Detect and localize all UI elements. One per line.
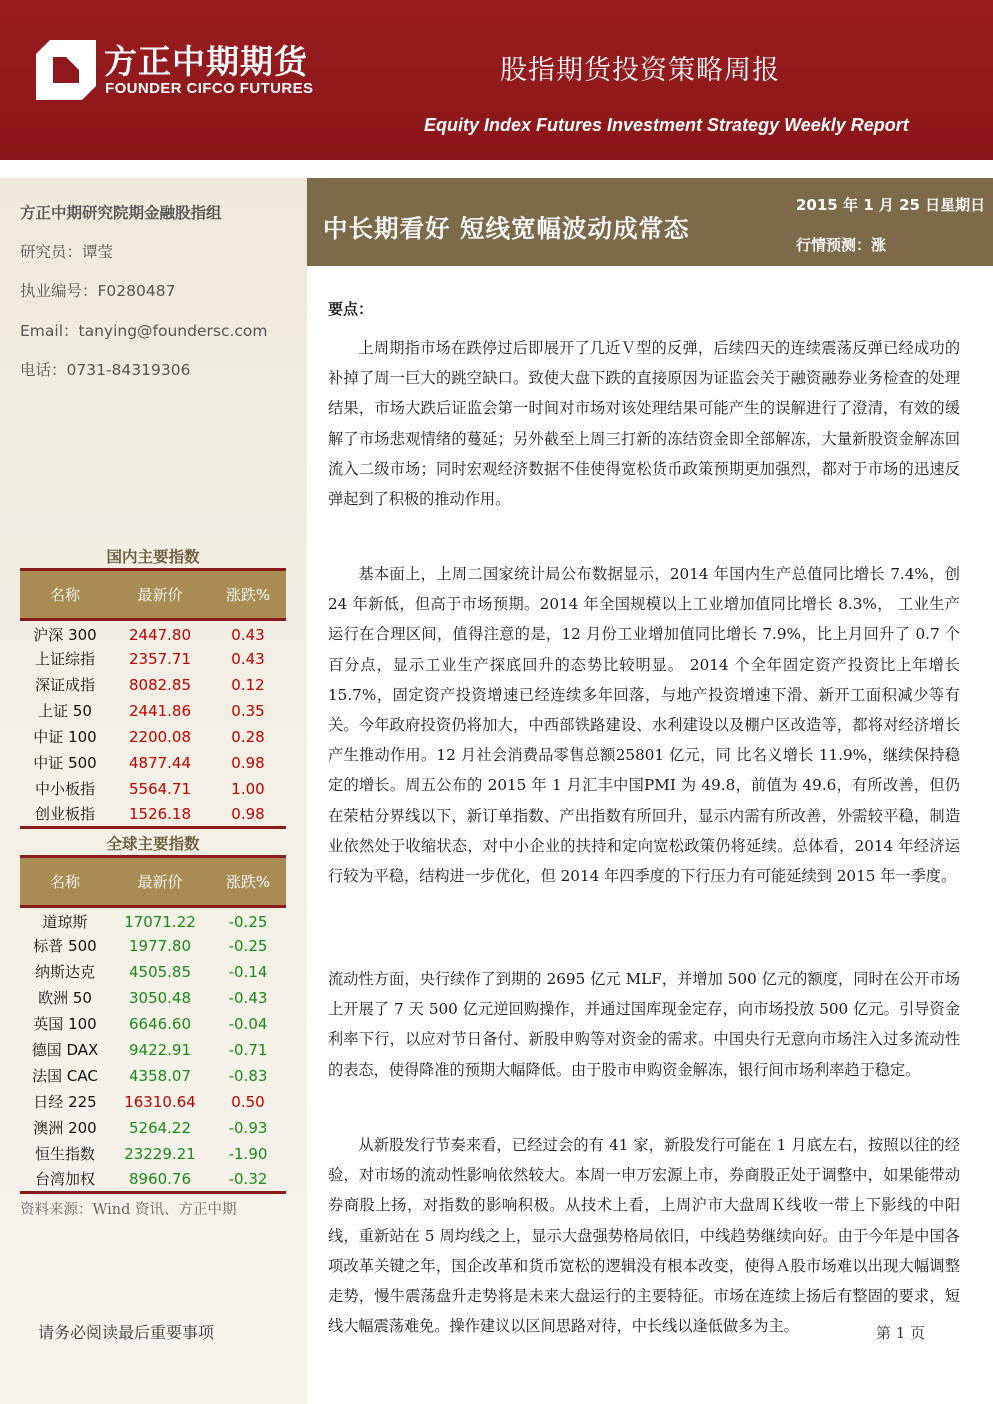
- index-change-cell: 0.98: [231, 753, 265, 772]
- index-price-cell: 4505.85: [128, 962, 192, 981]
- index-name-cell: 台湾加权: [20, 1167, 110, 1193]
- col-header-name: 名称: [20, 857, 110, 907]
- index-change-cell: 0.98: [210, 802, 286, 828]
- paragraph-liquidity: 流动性方面，央行续作了到期的 2695 亿元 MLF，并增加 500 亿元的额度，同时在公开市场上开展了 7 天 500 亿元逆回购操作，并通过国库现金定存，向市场投放 500 亿元。引导资金利率下行，以应对节日备付、新股申购等对资金的需求。中国央行无意向市场注入过多流动性的表态，使得降准的预期大幅降低。由于股市申购资金解冻，银行间市场利率趋于稳定。: [328, 970, 960, 1079]
- analyst-phone: 电话：0731-84319306: [20, 361, 191, 379]
- index-change-cell: -0.43: [228, 988, 268, 1007]
- domestic-indices-table: [20, 568, 286, 829]
- table-row: [20, 1089, 286, 1115]
- index-price-cell: 2447.80: [128, 625, 192, 644]
- index-change-cell: 0.35: [231, 701, 265, 720]
- index-change-cell: -0.32: [210, 1167, 286, 1193]
- index-price-cell: 3050.48: [128, 988, 192, 1007]
- table-row: [20, 724, 286, 750]
- license-number: 执业编号：F0280487: [20, 282, 176, 300]
- table-row: [20, 933, 286, 959]
- index-name-cell: 中证 100: [33, 728, 97, 746]
- table-row: [20, 646, 286, 672]
- research-group: 方正中期研究院期金融股指组: [20, 204, 222, 222]
- table-row: [20, 1167, 286, 1193]
- index-price-cell: 4877.44: [128, 753, 192, 772]
- index-name-cell: 中证 500: [33, 754, 97, 772]
- index-price-cell: 8960.76: [110, 1167, 210, 1193]
- key-points-label: 要点：: [328, 300, 374, 318]
- col-header-change: 涨跌%: [210, 570, 286, 620]
- logo-chinese-name: 方正中期期货: [104, 42, 308, 81]
- index-price-cell: 2441.86: [128, 701, 192, 720]
- founder-logo-icon: [36, 40, 96, 100]
- domestic-indices-heading: 国内主要指数: [106, 548, 200, 566]
- market-forecast: 行情预测：涨: [796, 236, 887, 254]
- report-title-chinese: 股指期货投资策略周报: [500, 55, 780, 86]
- index-change-cell: -0.25: [228, 936, 268, 955]
- table-row: [20, 672, 286, 698]
- paragraph-outlook: 从新股发行节奏来看，已经过会的有 41 家，新股发行可能在 1 月底左右，按照以往的经验，对市场的流动性影响依然较大。本周一申万宏源上市，券商股正处于调整中，如果能带动券商股上扬，对指数的影响积极。从技术上看，上周沪市大盘周Ｋ线收一带上下影线的中阳线，重新站在 5 周均线之上，显示大盘强势格局依旧，中线趋势继续向好。由于今年是中国各项改革关键之年，国企改革和货币宽松的逻辑没有根本改变，使得Ａ股市场难以出现大幅调整走势，慢牛震荡盘升走势将是未来大盘运行的主要特征。市场在连续上扬后有整固的要求，短线大幅震荡难免。操作建议以区间思路对待，中长线以逢低做多为主。: [328, 1136, 960, 1336]
- table-row: [20, 1011, 286, 1037]
- index-name-cell: 法国 CAC: [32, 1067, 98, 1085]
- index-name-cell: 道琼斯: [42, 913, 88, 932]
- index-name-cell: 沪深 300: [33, 626, 97, 645]
- index-price-cell: 9422.91: [128, 1040, 192, 1059]
- index-change-cell: -0.04: [228, 1014, 268, 1033]
- table-row: [20, 698, 286, 724]
- index-price-cell: 23229.21: [124, 1144, 196, 1163]
- index-name-cell: 澳洲 200: [33, 1119, 97, 1137]
- index-name-cell: 德国 DAX: [31, 1041, 99, 1059]
- report-date: 2015 年 1 月 25 日星期日: [796, 196, 986, 214]
- index-price-cell: 17071.22: [124, 912, 196, 931]
- index-price-cell: 8082.85: [128, 675, 192, 694]
- index-change-cell: 1.00: [231, 779, 265, 798]
- table-row: [20, 1141, 286, 1167]
- index-name-cell: 日经 225: [33, 1093, 97, 1111]
- table-row: [20, 620, 286, 646]
- index-name-cell: 上证 50: [38, 702, 92, 720]
- index-price-cell: 4358.07: [128, 1066, 192, 1085]
- table-row: [20, 750, 286, 776]
- col-header-change: 涨跌%: [210, 857, 286, 907]
- table-row: [20, 959, 286, 985]
- report-headline: 中长期看好 短线宽幅波动成常态: [323, 214, 690, 243]
- table-row: [20, 1115, 286, 1141]
- col-header-price: 最新价: [110, 857, 210, 907]
- index-change-cell: -0.83: [228, 1066, 268, 1085]
- data-source-note: 资料来源：Wind 资讯、方正中期: [20, 1202, 237, 1218]
- global-indices-table: [20, 855, 286, 1194]
- index-price-cell: 6646.60: [128, 1014, 192, 1033]
- index-price-cell: 5564.71: [128, 779, 192, 798]
- disclaimer-note: 请务必阅读最后重要事项: [38, 1323, 215, 1342]
- index-price-cell: 1526.18: [110, 802, 210, 828]
- index-price-cell: 2357.71: [128, 649, 192, 668]
- index-name-cell: 深证成指: [34, 676, 95, 694]
- index-change-cell: -0.14: [228, 962, 268, 981]
- table-row: [20, 985, 286, 1011]
- index-name-cell: 纳斯达克: [34, 963, 95, 981]
- analyst-email[interactable]: Email：tanying@foundersc.com: [20, 322, 268, 340]
- index-price-cell: 2200.08: [128, 727, 192, 746]
- index-change-cell: -0.71: [228, 1040, 268, 1059]
- report-title-english: Equity Index Futures Investment Strategy Weekly Report: [424, 115, 909, 135]
- table-row: [20, 907, 286, 933]
- paragraph-fundamentals: 基本面上，上周二国家统计局公布数据显示，2014 年国内生产总值同比增长 7.4%，创 24 年新低，但高于市场预期。2014 年全国规模以上工业增加值同比增长 8.3%， 工业生产运行在合理区间，值得注意的是，12 月份工业增加值同比增长 7.9%，比上月回升了 0.7 个百分点，显示工业生产探底回升的态势比较明显。 2014 个全年固定资产投资比上年增长 15.7%，固定资产投资增速已经连续多年回落，与地产投资增速下滑、新开工面积减少等有关。今年政府投资仍将加大，中西部铁路建设、水利建设以及棚户区改造等，都将对经济增长产生推动作用。12 月社会消费品零售总额25801 亿元，同 比名义增长 11.9%，继续保持稳定的增长。周五公布的 2015 年 1 月汇丰中国PMI 为 49.8，前值为 49.6，有所改善，但仍在荣枯分界线以下，新订单指数、产出指数有所回升，显示内需有所改善，外需较平稳，制造业依然处于收缩状态，对中小企业的扶持和定向宽松政策仍将延续。总体看，2014 年经济运行较为平稳，结构进一步优化，但 2014 年四季度的下行压力有可能延续到 2015 年一季度。: [328, 565, 960, 886]
- table-row: [20, 1063, 286, 1089]
- index-name-cell: 中小板指: [34, 780, 95, 798]
- index-name-cell: 欧洲 50: [38, 989, 92, 1007]
- index-change-cell: 0.43: [231, 625, 265, 644]
- header-divider: [0, 160, 993, 178]
- table-row: [20, 1037, 286, 1063]
- page-number: 第 1 页: [876, 1324, 926, 1342]
- index-change-cell: 0.28: [231, 727, 265, 746]
- index-price-cell: 5264.22: [128, 1118, 192, 1137]
- index-name-cell: 创业板指: [20, 802, 110, 828]
- index-change-cell: 0.12: [231, 675, 265, 694]
- index-name-cell: 标普 500: [33, 937, 97, 955]
- index-change-cell: 0.50: [231, 1092, 265, 1111]
- header-banner: [0, 0, 993, 160]
- col-header-price: 最新价: [110, 570, 210, 620]
- index-price-cell: 1977.80: [128, 936, 192, 955]
- global-indices-heading: 全球主要指数: [106, 835, 200, 853]
- analyst-name: 研究员：谭莹: [20, 243, 114, 261]
- index-change-cell: -0.25: [228, 912, 268, 931]
- logo-english-name: FOUNDER CIFCO FUTURES: [105, 80, 314, 97]
- index-price-cell: 16310.64: [124, 1092, 196, 1111]
- index-name-cell: 上证综指: [34, 650, 95, 668]
- table-row: [20, 776, 286, 802]
- col-header-name: 名称: [20, 570, 110, 620]
- index-name-cell: 英国 100: [33, 1015, 97, 1033]
- table-row: [20, 802, 286, 828]
- index-change-cell: 0.43: [231, 649, 265, 668]
- paragraph-market-review: 上周期指市场在跌停过后即展开了几近Ｖ型的反弹，后续四天的连续震荡反弹已经成功的补掉了周一巨大的跳空缺口。致使大盘下跌的直接原因为证监会关于融资融券业务检查的处理结果，市场大跌后证监会第一时间对市场对该处理结果可能产生的误解进行了澄清，有效的缓解了市场悲观情绪的蔓延；另外截至上周三打新的冻结资金即全部解冻，大量新股资金解冻回流入二级市场；同时宏观经济数据不佳使得宽松货币政策预期更加强烈，都对于市场的迅速反弹起到了积极的推动作用。: [328, 339, 960, 509]
- index-change-cell: -1.90: [228, 1144, 268, 1163]
- index-name-cell: 恒生指数: [34, 1145, 95, 1163]
- index-change-cell: -0.93: [228, 1118, 268, 1137]
